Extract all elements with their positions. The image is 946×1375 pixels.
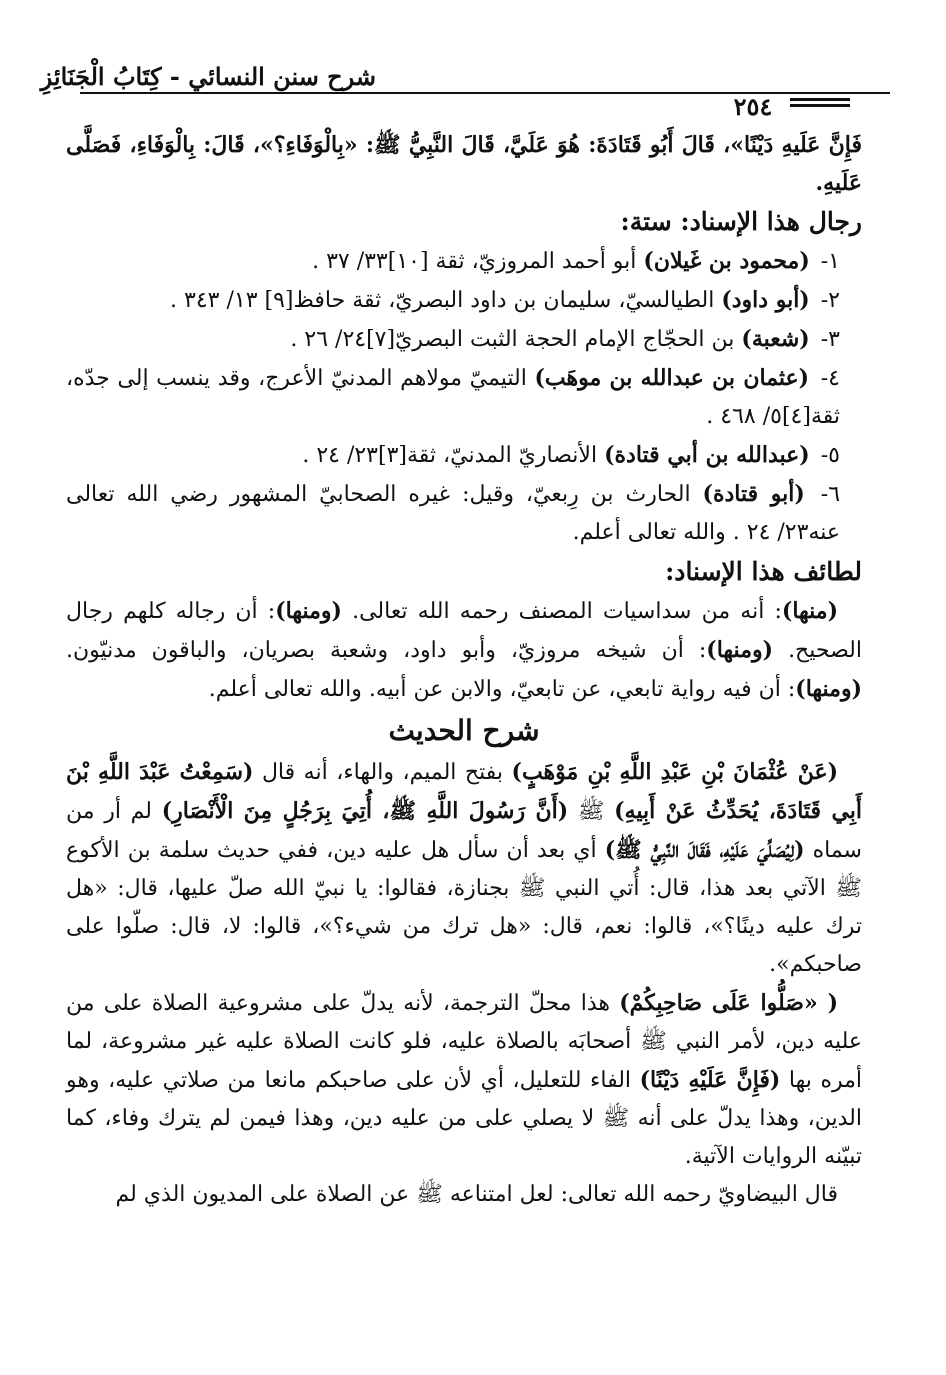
narrator-name: (محمود بن غَيلان)	[643, 248, 810, 274]
subtleties-paragraph	[66, 592, 862, 709]
commentary-text: لم أر من سماه	[66, 799, 862, 863]
narrator-name: (عثمان بن عبدالله بن موهَب)	[534, 365, 810, 391]
subtlety-marker: (منها)	[781, 598, 838, 624]
page-number-ornament	[790, 98, 850, 108]
narrator-item	[66, 359, 862, 436]
narrator-details: أبو أحمد المروزيّ، ثقة [١٠]٣٣/ ٣٧ .	[312, 249, 637, 274]
commentary-text: بفتح الميم، والهاء، أنه قال	[253, 760, 512, 785]
narrator-details: الطيالسيّ، سليمان بن داود البصريّ، ثقة حافظ[٩] ١٣/ ٣٤٣ .	[170, 288, 715, 313]
narrator-number: ٣-	[820, 327, 840, 352]
narrator-details: التيميّ مولاهم المدنيّ الأعرج، وقد ينسب إلى جدّه، ثقة[٤]٥/ ٤٦٨ .	[66, 366, 840, 429]
narrator-item	[66, 475, 862, 552]
subtlety-text: : أن رجاله كلهم رجال الصحيح.	[66, 599, 862, 663]
narrator-details: الأنصاريّ المدنيّ، ثقة[٣]٢٣/ ٢٤ .	[302, 443, 598, 468]
subtlety-text: : أن شيخه مروزيّ، وأبو داود، وشعبة بصريان، والباقون مدنيّون.	[66, 638, 707, 663]
subtleties-heading: لطائف هذا الإسناد:	[665, 557, 862, 586]
quoted-phrase: (لِيُصَلِّيَ عَلَيْهِ، فَقَالَ النَّبِيُّ ﷺ)	[604, 837, 805, 863]
hadith-line-2: فَصَلَّى عَلَيهِ.	[66, 132, 862, 196]
commentary-paragraph-2	[66, 984, 862, 1176]
running-head: شرح سنن النسائي - كِتَابُ الْجَنَائِزِ	[40, 62, 376, 91]
narrator-item	[66, 281, 862, 320]
quoted-phrase: (فَإِنَّ عَلَيْهِ دَيْنًا)	[639, 1067, 781, 1093]
narrator-number: ١-	[820, 249, 840, 274]
subtlety-marker: (ومنها)	[706, 637, 774, 663]
narrator-name: (عبدالله بن أبي قتادة)	[604, 442, 810, 468]
narrator-name: (شعبة)	[741, 326, 810, 352]
narrator-number: ٤-	[820, 366, 840, 391]
subtlety-text: : أنه من سداسيات المصنف رحمه الله تعالى.	[341, 599, 782, 624]
narrator-number: ٥-	[820, 443, 840, 468]
narrator-item	[66, 436, 862, 475]
commentary-text: ﷺ	[568, 799, 615, 824]
commentary-text: الفاء للتعليل، أي لأن على صاحبكم مانعا من صلاتي عليه، وهو الدين، وهذا يدلّ على أنه ﷺ لا يصلي على من عليه دين، وهذا فيمن لم يترك وفاء، كما تبيّنه الروايات الآتية.	[66, 1068, 862, 1169]
narrator-number: ٦-	[820, 482, 841, 507]
hadith-text-continued	[66, 126, 862, 202]
narrator-name: (أبو داود)	[721, 287, 810, 313]
quoted-phrase: (سَمِعْتُ عَبْدَ اللَّهِ بْنَ أَبِي قَتَادَةَ، يُحَدِّثُ عَنْ أَبِيهِ)	[66, 759, 863, 824]
narrator-details: بن الحجّاج الإمام الحجة الثبت البصريّ[٧]٢٤/ ٢٦ .	[290, 327, 735, 352]
commentary-text: هذا محلّ الترجمة، لأنه يدلّ على مشروعية الصلاة على من عليه دين، لأمر النبي ﷺ أصحابَه بالصلاة عليه، فلو كانت الصلاة عليه غير مشروعة، لما أمره بها	[66, 991, 863, 1093]
quoted-phrase: ( «صَلُّوا عَلَى صَاحِبِكُمْ)	[619, 990, 838, 1016]
quoted-phrase: (عَنْ عُثْمَانَ بْنِ عَبْدِ اللَّهِ بْنِ مَوْهَبٍ)	[511, 759, 838, 785]
commentary-title: شرح الحديث	[388, 714, 540, 747]
narrator-number: ٢-	[820, 288, 840, 313]
narrator-item	[66, 242, 862, 281]
commentary-paragraph-3: قال البيضاويّ رحمه الله تعالى: لعل امتناعه ﷺ عن الصلاة على المديون الذي لم	[115, 1182, 838, 1207]
page-number: ٢٥٤	[733, 92, 773, 121]
narrators-heading: رجال هذا الإسناد: ستة:	[620, 207, 862, 236]
quoted-phrase: (أَنَّ رَسُولَ اللَّهِ ﷺ، أُتِيَ بِرَجُلٍ مِنَ الْأَنْصَارِ)	[161, 798, 569, 824]
narrator-details: الحارث بن رِبعيّ، وقيل: غيره الصحابيّ المشهور رضي الله تعالى عنه٢٣/ ٢٤ . والله تعالى أعلم.	[66, 482, 840, 545]
subtlety-marker: (ومنها)	[275, 598, 342, 624]
subtlety-text: : أن فيه رواية تابعي، عن تابعيّ، والابن عن أبيه. والله تعالى أعلم.	[208, 677, 796, 702]
page-content	[66, 126, 862, 1214]
commentary-text: أي بعد أن سأل هل عليه دين، ففي حديث سلمة بن الأكوع ﷺ الآتي بعد هذا، قال: أُتي النبي ﷺ بجنازة، فقالوا: يا نبيّ الله صلّ عليها، قال: «هل ترك عليه دينًا؟»، قالوا: نعم، قال: «هل ترك من شيء؟»، قالوا: لا، قال: صلّوا على صاحبكم».	[66, 838, 862, 977]
narrator-item	[66, 320, 862, 359]
subtlety-marker: (ومنها)	[795, 676, 862, 702]
narrator-name: (أبو قتادة)	[702, 481, 805, 507]
hadith-line-1: فَإِنَّ عَلَيهِ دَيْنًا»، قَالَ أَبُو قَتَادَةَ: هُوَ عَلَيَّ، قَالَ النَّبِيُّ ﷺ: «بِالْوَفَاءِ؟»، قَالَ: بِالْوَفَاءِ،	[129, 132, 862, 158]
commentary-paragraph-1	[66, 753, 862, 984]
